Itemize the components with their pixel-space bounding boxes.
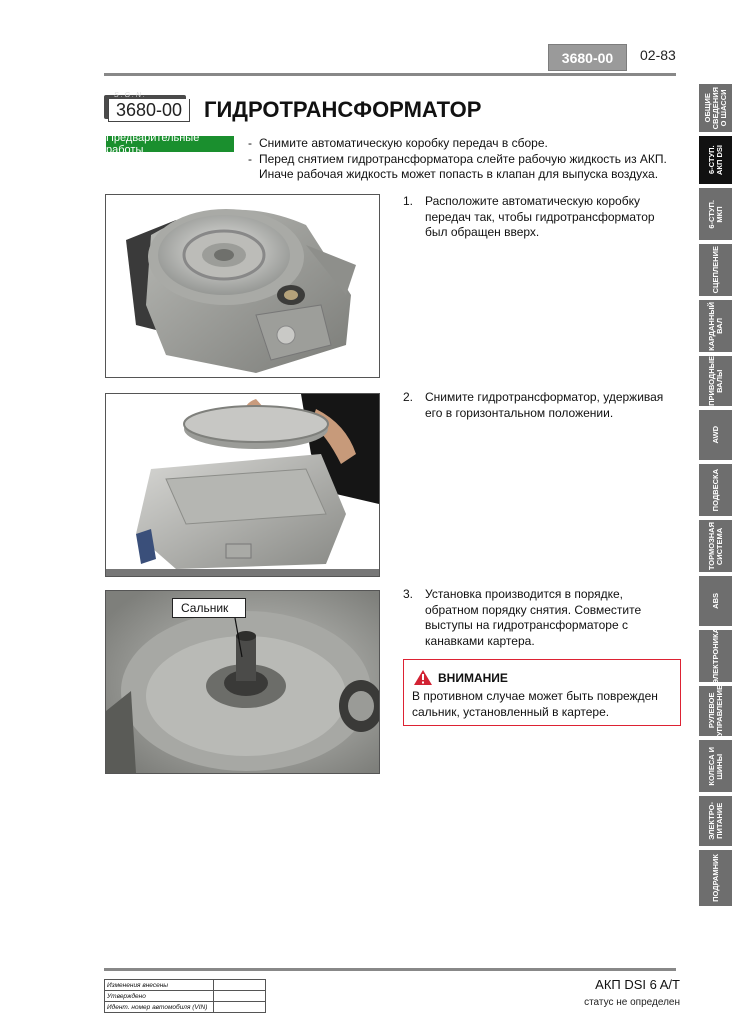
side-tab-label: КОЛЕСА И ШИНЫ	[706, 746, 724, 786]
table-row: Утверждено	[105, 991, 266, 1002]
side-tab-label: ОБЩИЕ СВЕДЕНИЯ О ШАССИ	[702, 86, 728, 130]
side-tab-label: РУЛЕВОЕ УПРАВЛЕНИЕ	[706, 685, 724, 737]
warning-triangle-icon	[414, 670, 432, 685]
prework-note: - Перед снятием гидротрансформатора слейте рабочую жидкость из АКП. Иначе рабочая жидкость может попасть в клапан для выпуска воздуха.	[248, 151, 667, 181]
sgn-logo-text: S.G.N.	[114, 92, 148, 99]
side-tab-label: 6-СТУП. АКП DSI	[706, 145, 724, 175]
step-3: 3. Установка производится в порядке, обратном порядку снятия. Совместите выступы на гидротрансформаторе с канавками картера.	[403, 587, 642, 648]
side-tab[interactable]	[699, 84, 732, 132]
title-code: 3680-00	[108, 99, 190, 122]
side-tab-label: ABS	[710, 593, 720, 609]
table-row: Идент. номер автомобиля (VIN)	[105, 1002, 266, 1013]
callout-leader-line	[106, 591, 379, 773]
photo-transmission-upright	[105, 194, 380, 378]
side-tab[interactable]	[699, 740, 732, 792]
section-code-badge: 3680-00	[548, 44, 627, 71]
photo-seal-location	[105, 590, 380, 774]
side-tab[interactable]	[699, 244, 732, 296]
side-tab-label: ТОРМОЗНАЯ СИСТЕМА	[706, 521, 724, 571]
photo-removing-converter	[105, 393, 380, 577]
side-tab[interactable]	[699, 356, 732, 406]
side-tab[interactable]	[699, 520, 732, 572]
header-rule	[104, 73, 676, 76]
document-title: АКП DSI 6 A/T	[595, 977, 680, 992]
side-tab[interactable]	[699, 410, 732, 460]
side-tab[interactable]	[699, 686, 732, 736]
side-tab[interactable]	[699, 796, 732, 846]
warning-box	[403, 659, 681, 726]
step-1: 1. Расположите автоматическую коробку передач так, чтобы гидротрансформатор был обращен вверх.	[403, 194, 655, 239]
side-tab[interactable]	[699, 300, 732, 352]
seal-callout: Сальник	[172, 598, 246, 618]
side-tab-label: 6-СТУП. МКП	[706, 199, 724, 229]
step-2: 2. Снимите гидротрансформатор, удерживая его в горизонтальном положении.	[403, 390, 664, 420]
side-tab-label: ПОДРАМНИК	[710, 854, 720, 902]
warning-title: ВНИМАНИЕ	[414, 670, 508, 685]
footer-rule	[104, 968, 676, 971]
revision-table	[104, 979, 266, 1013]
side-tab-label: ЭЛЕКТРОНИКА	[710, 627, 720, 685]
document-status: статус не определен	[584, 997, 680, 1008]
side-tab-label: ПРИВОДНЫЕ ВАЛЫ	[706, 356, 724, 406]
side-tab-label: КАРДАННЫЙ ВАЛ	[706, 301, 724, 351]
page-title: ГИДРОТРАНСФОРМАТОР	[204, 97, 482, 122]
side-tab-label: СЦЕПЛЕНИЕ	[710, 246, 720, 294]
side-tab[interactable]	[699, 136, 732, 184]
side-tab-label: ЭЛЕКТРО- ПИТАНИЕ	[706, 802, 724, 840]
warning-text: В противном случае может быть поврежден сальник, установленный в картере.	[412, 689, 658, 719]
side-tab[interactable]	[699, 464, 732, 516]
page-number: 02-83	[640, 47, 676, 63]
side-tab[interactable]	[699, 188, 732, 240]
side-tab-label: AWD	[710, 426, 720, 444]
table-row: Изменения внесены	[105, 980, 266, 991]
side-tab[interactable]	[699, 627, 732, 685]
prework-label: Предварительные работы	[106, 136, 234, 152]
prework-notes	[248, 136, 680, 183]
side-tab[interactable]	[699, 576, 732, 626]
side-tab-label: ПОДВЕСКА	[710, 468, 720, 512]
prework-note: - Снимите автоматическую коробку передач в сборе.	[248, 136, 548, 150]
side-tab[interactable]	[699, 850, 732, 906]
